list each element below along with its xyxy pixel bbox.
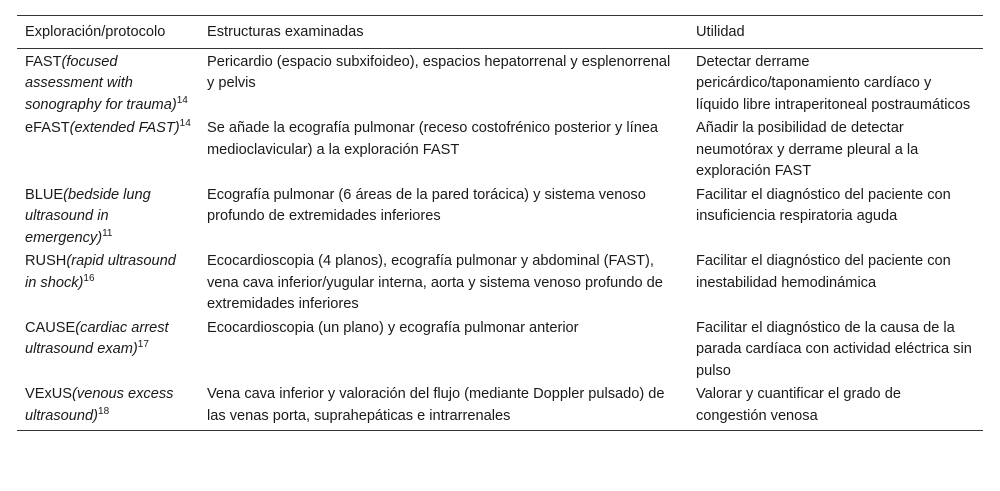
header-row bbox=[17, 16, 983, 49]
table-row bbox=[17, 117, 983, 184]
protocol-abbr: eFAST bbox=[25, 120, 70, 136]
reference-number: 16 bbox=[83, 272, 95, 284]
table-row bbox=[17, 184, 983, 251]
utility-cell: Facilitar el diagnóstico del paciente con inestabilidad hemodinámica bbox=[696, 253, 951, 291]
protocol-expansion: (rapid ultrasound in shock) bbox=[25, 253, 176, 291]
header-structures: Estructuras examinadas bbox=[199, 16, 688, 49]
utility-cell: Facilitar el diagnóstico de la causa de la parada cardíaca con actividad eléctrica sin pulso bbox=[696, 319, 972, 379]
utility-cell: Valorar y cuantificar el grado de congestión venosa bbox=[688, 383, 983, 431]
protocol-cell bbox=[17, 184, 199, 251]
protocol-abbr: RUSH bbox=[25, 253, 67, 269]
reference-number: 11 bbox=[102, 227, 113, 239]
structures-cell: Pericardio (espacio subxifoideo), espacios hepatorrenal y esplenorrenal y pelvis bbox=[207, 53, 671, 91]
table-row bbox=[17, 383, 983, 431]
table-row bbox=[17, 48, 983, 117]
table-body bbox=[17, 48, 983, 431]
protocol-cell bbox=[17, 317, 199, 384]
protocol-abbr: BLUE bbox=[25, 186, 64, 203]
protocols-table bbox=[17, 15, 983, 431]
structures-cell: Ecografía pulmonar (6 áreas de la pared torácica) y sistema venoso profundo de extremidades inferiores bbox=[207, 186, 646, 224]
protocol-cell bbox=[17, 48, 199, 117]
utility-cell: Detectar derrame pericárdico/taponamiento cardíaco y líquido libre intraperitoneal postraumáticos bbox=[696, 53, 971, 113]
protocol-expansion: (venous excess ultrasound) bbox=[25, 386, 174, 424]
protocol-abbr: CAUSE bbox=[25, 319, 76, 336]
structures-cell: Ecocardioscopia (un plano) y ecografía pulmonar anterior bbox=[207, 319, 579, 336]
protocols-table-container bbox=[17, 15, 983, 431]
table-row bbox=[17, 250, 983, 317]
structures-cell: Se añade la ecografía pulmonar (receso costofrénico posterior y línea medioclavicular) a la exploración FAST bbox=[207, 120, 659, 158]
header-utility: Utilidad bbox=[688, 16, 983, 49]
reference-number: 18 bbox=[98, 405, 110, 417]
header-protocol: Exploración/protocolo bbox=[17, 16, 199, 49]
utility-cell: Facilitar el diagnóstico del paciente con insuficiencia respiratoria aguda bbox=[696, 186, 951, 224]
protocol-abbr: VExUS bbox=[25, 386, 73, 402]
structures-cell: Ecocardioscopia (4 planos), ecografía pulmonar y abdominal (FAST), vena cava inferior/yugular interna, aorta y sistema venoso profundo de extremidades inferiores bbox=[207, 253, 663, 312]
utility-cell: Añadir la posibilidad de detectar neumotórax y derrame pleural a la exploración FAST bbox=[696, 120, 919, 179]
reference-number: 14 bbox=[176, 94, 188, 106]
reference-number: 17 bbox=[137, 339, 149, 351]
protocol-expansion: (focused assessment with sonography for trauma) bbox=[25, 53, 177, 113]
protocol-cell bbox=[17, 250, 199, 317]
table-header bbox=[17, 16, 983, 49]
structures-cell: Vena cava inferior y valoración del flujo (mediante Doppler pulsado) de las venas porta, suprahepáticas e intrarrenales bbox=[199, 383, 688, 431]
protocol-cell bbox=[17, 383, 199, 431]
protocol-cell bbox=[17, 117, 199, 184]
protocol-expansion: (bedside lung ultrasound in emergency) bbox=[25, 186, 151, 246]
reference-number: 14 bbox=[179, 118, 191, 130]
protocol-expansion: (extended FAST) bbox=[69, 120, 180, 136]
table-row bbox=[17, 317, 983, 384]
protocol-abbr: FAST bbox=[25, 53, 62, 70]
protocol-expansion: (cardiac arrest ultrasound exam) bbox=[25, 319, 169, 357]
